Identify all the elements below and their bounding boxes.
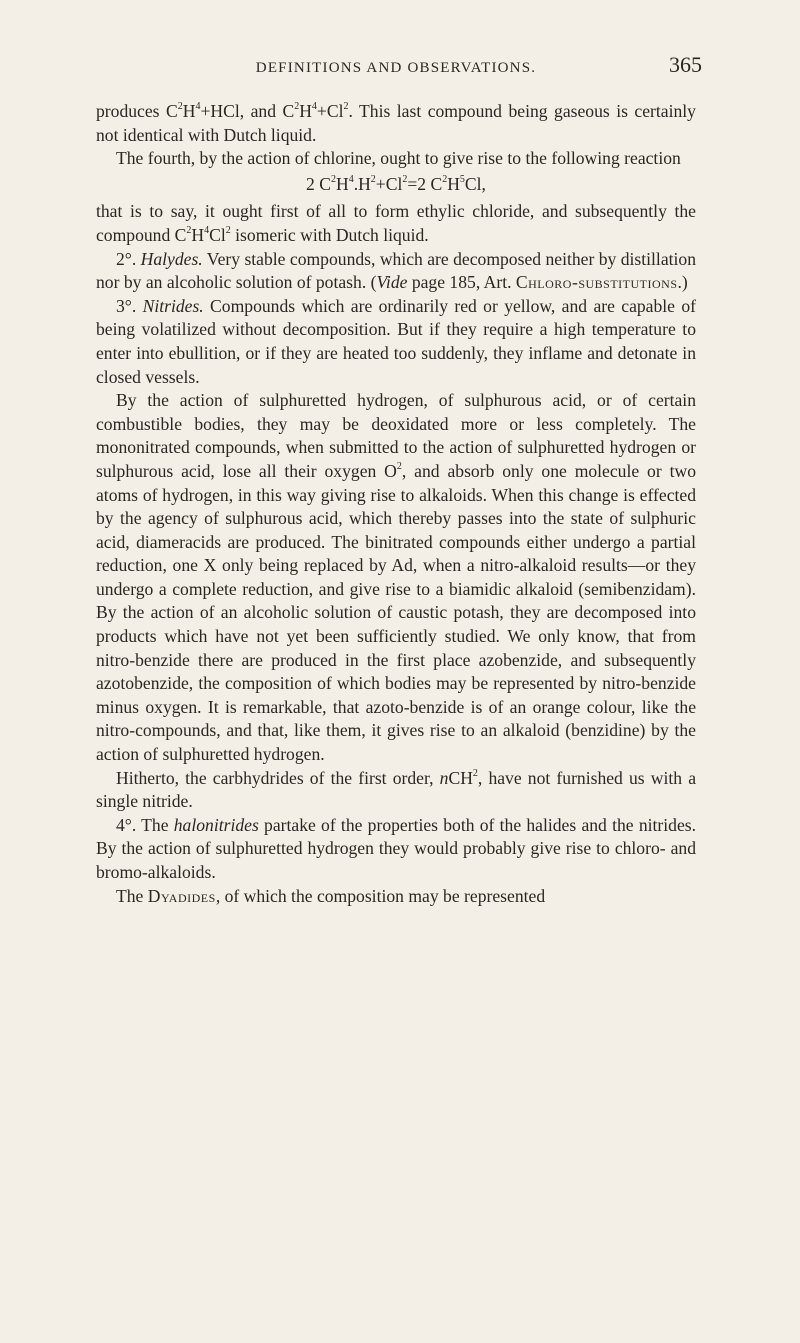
paragraph-1: produces $C^2H^4+HCl$, and $C^2H^4+Cl^2$. This last compound being gaseous is certainly not identical with Dutch liquid. [96,101,696,145]
running-head [96,52,702,82]
page-number: 365 [669,52,702,77]
paragraph-nitrides: 3°. Nitrides. Compounds which are ordinarily red or yellow, and are capable of being volatilized without decomposition. But if they require a high temperature to enter into ebullition, or if they are heated too suddenly, they inflame and detonate in closed vessels. [96,295,696,387]
paragraph-halydes: 2°. Halydes. Very stable compounds, which are decomposed neither by distillation nor by an alcoholic solution of potash. (Vide page 185, Art. Chloro-substitutions.) [96,248,696,293]
paragraph-3: that is to say, it ought first of all to form ethylic chloride, and subsequently the compound $C^2H^4Cl^2$ isomeric with Dutch liquid. [96,201,696,245]
paragraph-dyadides: The Dyadides, of which the composition may be represented [116,885,546,906]
running-head-title: DEFINITIONS AND OBSERVATIONS. [255,60,537,76]
term-nitrides: Nitrides. [142,295,204,316]
paragraph-2: The fourth, by the action of chlorine, ought to give rise to the following reaction [116,148,681,169]
equation: 2 $C^2H^4.H^2+Cl^2=2$ $C^2H^5Cl$, [306,173,486,194]
body-text [96,100,696,908]
term-halonitrides: halonitrides [173,814,259,835]
paragraph-carbhydrides: Hitherto, the carbhydrides of the first order, nCH$^2$, have not furnished us with a single nitride. [96,767,696,812]
paragraph-deoxidation: By the action of sulphuretted hydrogen, of sulphurous acid, or of certain combustible bodies, they may be deoxidated more or less completely. The mononitrated compounds, when submitted to the action of sulphuretted hydrogen or sulphurous acid, lose all their oxygen $O^2$, and absorb only one molecule or two atoms of hydrogen, in this way giving rise to alkaloids. When this change is effected by the agency of sulphurous acid, which thereby passes into the state of sulphuric acid, diameracids are produced. The binitrated compounds either undergo a partial reduction, one X only being replaced by Ad, when a nitro-alkaloid results—or they undergo a complete reduction, and give rise to a biamidic alkaloid (semibenzidam). By the action of an alcoholic solution of caustic potash, they are decomposed into products which have not yet been sufficiently studied. We only know, that from nitro-benzide there are produced in the first place azobenzide, and subsequently azotobenzide, the composition of which bodies may be represented by nitro-benzide minus oxygen. It is remarkable, that azoto-benzide is of an orange colour, like the nitro-compounds, and that, like them, it gives rise to an alkaloid (benzidine) by the action of sulphuretted hydrogen. [96,390,696,765]
paragraph-halonitrides: 4°. The halonitrides partake of the properties both of the halides and the nitrides. By the action of sulphuretted hydrogen they would probably give rise to chloro- and bromo-alkaloids. [96,814,696,882]
term-halydes: Halydes. [140,248,203,269]
